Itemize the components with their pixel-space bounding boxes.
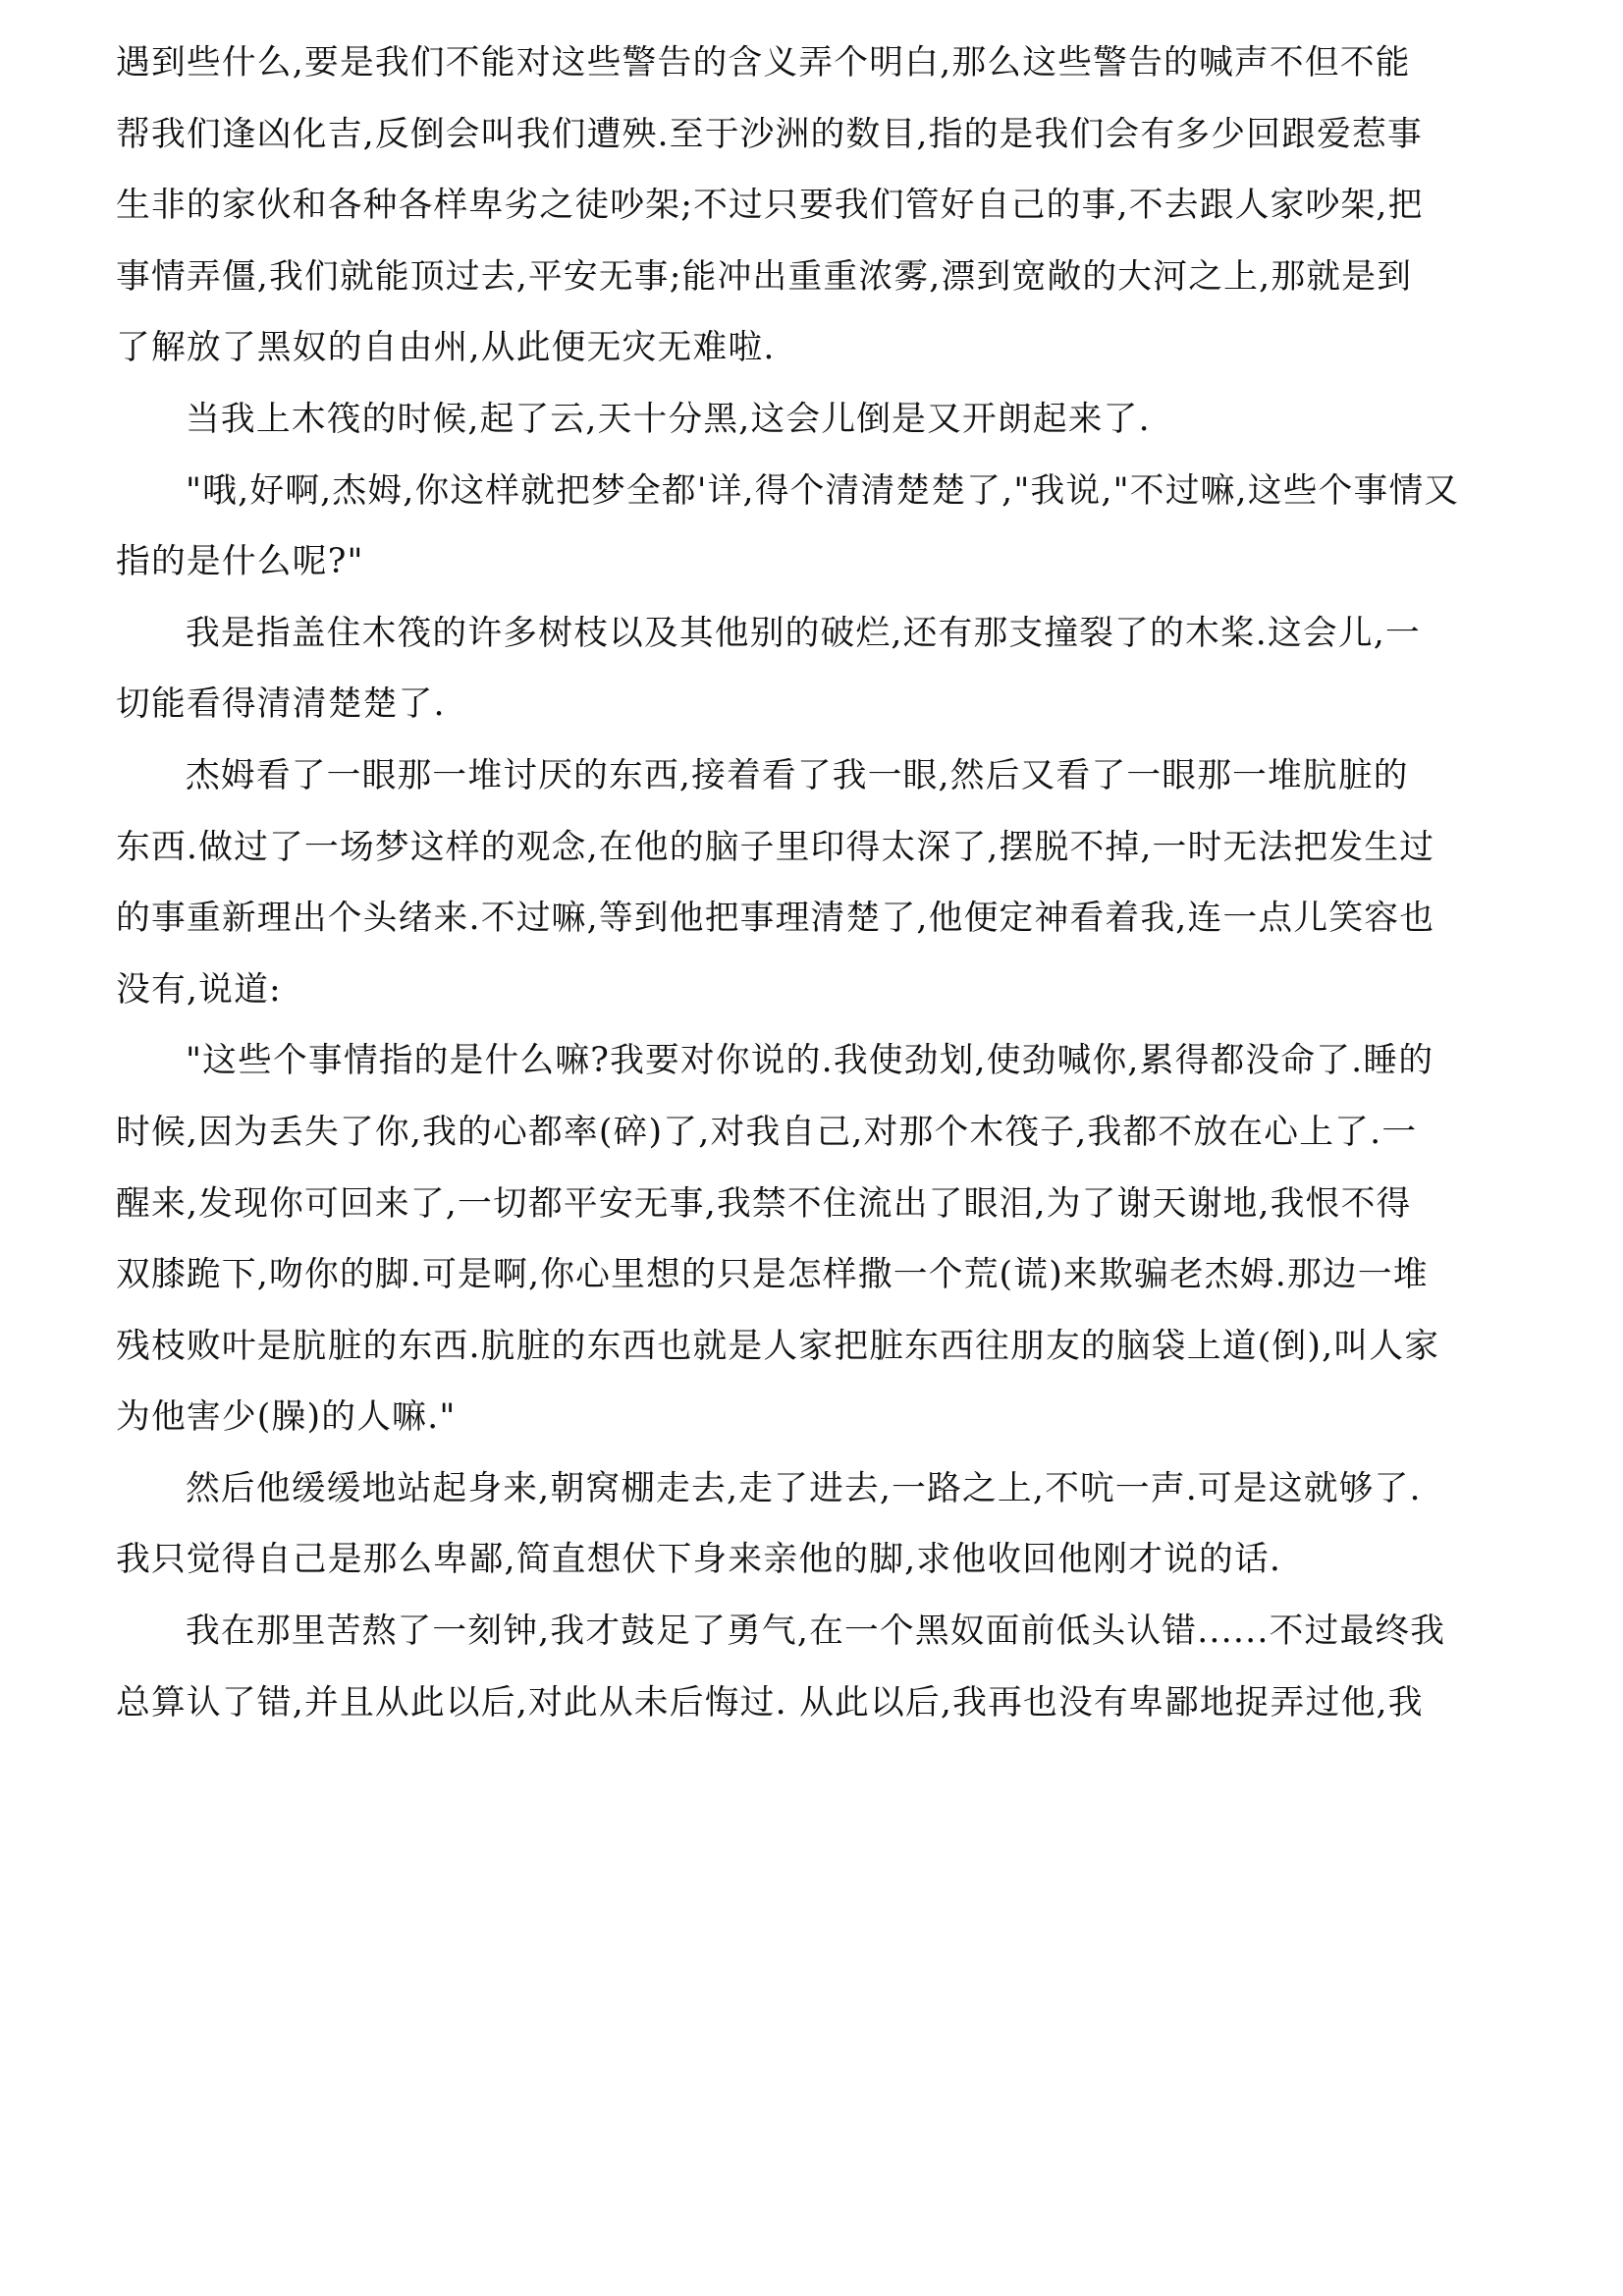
text-line: 当我上木筏的时候,起了云,天十分黑,这会儿倒是又开朗起来了.	[186, 399, 1151, 439]
text-line: 双膝跪下,吻你的脚.可是啊,你心里想的只是怎样撒一个荒(谎)来欺骗老杰姆.那边一堆	[116, 1255, 1429, 1295]
text-line: "哦,好啊,杰姆,你这样就把梦全都'详,得个清清楚楚了,"我说,"不过嘛,这些个事情又	[186, 470, 1460, 511]
text-line: 杰姆看了一眼那一堆讨厌的东西,接着看了我一眼,然后又看了一眼那一堆肮脏的	[186, 755, 1409, 795]
text-line: 切能看得清清楚楚了.	[116, 684, 446, 725]
text-line: 我只觉得自己是那么卑鄙,简直想伏下身来亲他的脚,求他收回他刚才说的话.	[116, 1540, 1282, 1580]
text-line: 了解放了黑奴的自由州,从此便无灾无难啦.	[116, 328, 776, 368]
text-line: 为他害少(臊)的人嘛."	[116, 1397, 457, 1438]
text-line: 总算认了错,并且从此以后,对此从未后悔过. 从此以后,我再也没有卑鄙地捉弄过他,我	[116, 1682, 1424, 1722]
text-line: 我是指盖住木筏的许多树枝以及其他别的破烂,还有那支撞裂了的木桨.这会儿,一	[186, 613, 1421, 653]
text-line: 遇到些什么,要是我们不能对这些警告的含义弄个明白,那么这些警告的喊声不但不能	[116, 43, 1411, 82]
text-line: 东西.做过了一场梦这样的观念,在他的脑子里印得太深了,摆脱不掉,一时无法把发生过	[116, 827, 1435, 867]
text-line: 事情弄僵,我们就能顶过去,平安无事;能冲出重重浓雾,漂到宽敞的大河之上,那就是到	[116, 256, 1413, 297]
text-line: 的事重新理出个头绪来.不过嘛,等到他把事理清楚了,他便定神看着我,连一点儿笑容也	[116, 899, 1435, 939]
text-line: 没有,说道:	[116, 969, 282, 1010]
text-line: 帮我们逢凶化吉,反倒会叫我们遭殃.至于沙洲的数目,指的是我们会有多少回跟爱惹事	[116, 114, 1423, 154]
text-line: 然后他缓缓地站起身来,朝窝棚走去,走了进去,一路之上,不吭一声.可是这就够了.	[186, 1468, 1422, 1508]
body-text	[116, 27, 1540, 1738]
text-line: "这些个事情指的是什么嘛?我要对你说的.我使劲划,使劲喊你,累得都没命了.睡的	[186, 1041, 1434, 1081]
text-line: 残枝败叶是肮脏的东西.肮脏的东西也就是人家把脏东西往朋友的脑袋上道(倒),叫人家	[116, 1326, 1440, 1366]
text-line: 醒来,发现你可回来了,一切都平安无事,我禁不住流出了眼泪,为了谢天谢地,我恨不得	[116, 1183, 1412, 1224]
text-line: 生非的家伙和各种各样卑劣之徒吵架;不过只要我们管好自己的事,不去跟人家吵架,把	[116, 186, 1424, 226]
text-line: 时候,因为丢失了你,我的心都率(碎)了,对我自己,对那个木筏子,我都不放在心上了.一	[116, 1112, 1418, 1152]
text-line: 指的是什么呢?"	[116, 542, 364, 582]
text-line: 我在那里苦熬了一刻钟,我才鼓足了勇气,在一个黑奴面前低头认错......不过最终我	[186, 1612, 1446, 1652]
